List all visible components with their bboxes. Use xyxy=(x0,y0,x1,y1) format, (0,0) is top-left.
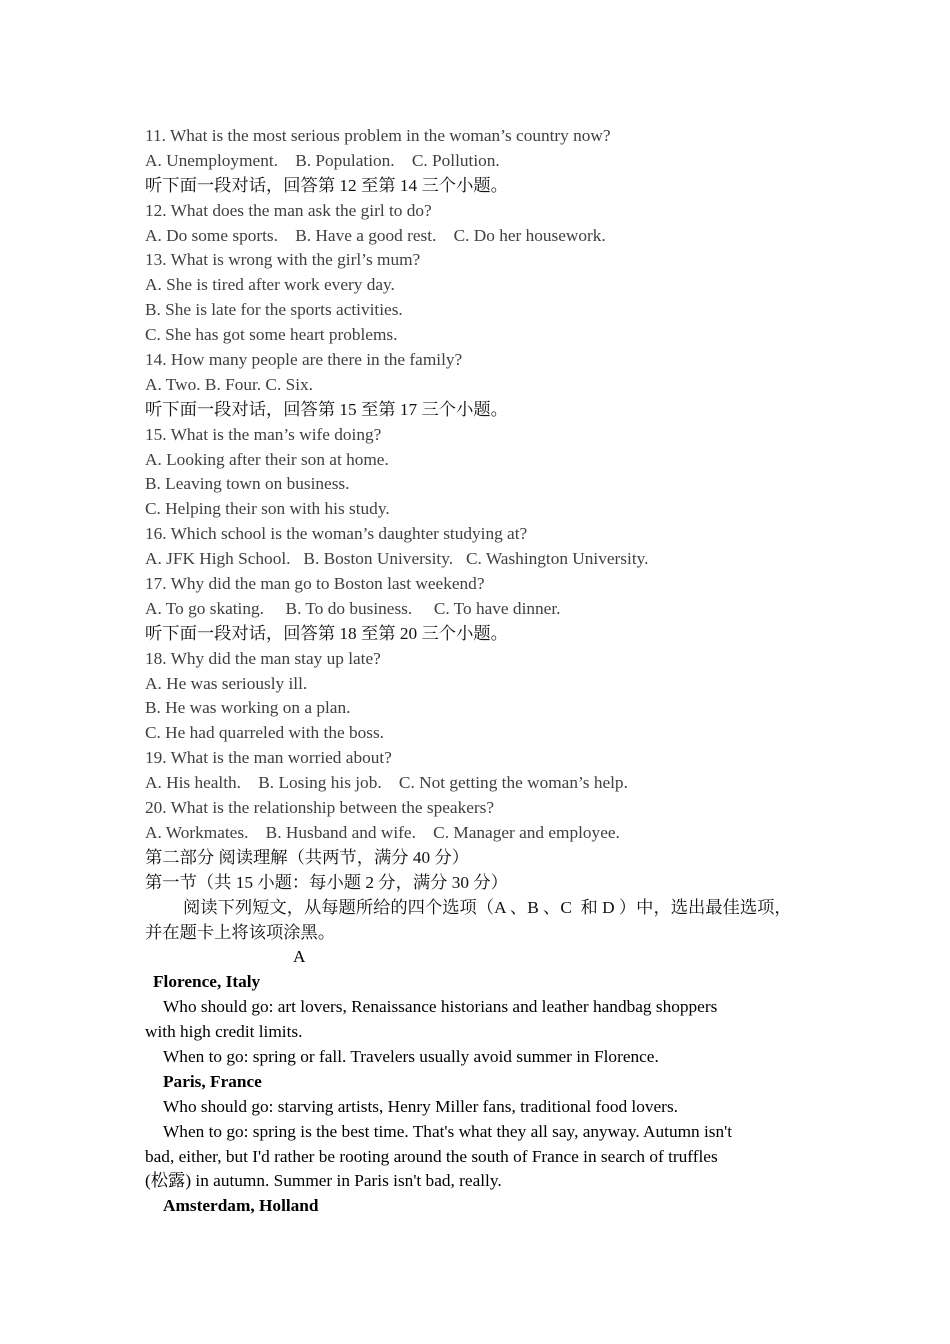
options-16: A. JFK High School. B. Boston University. C. Washington University. xyxy=(145,549,649,569)
florence-who-line1: Who should go: art lovers, Renaissance historians and leather handbag shoppers xyxy=(163,997,718,1017)
option-13-b: B. She is late for the sports activities. xyxy=(145,300,403,320)
paris-when-line1: When to go: spring is the best time. That's what they all say, anyway. Autumn isn't xyxy=(163,1121,733,1141)
page-content xyxy=(145,124,810,1219)
question-13: 13. What is wrong with the girl’s mum? xyxy=(145,250,421,270)
option-13-c: C. She has got some heart problems. xyxy=(145,325,398,345)
amsterdam-title: Amsterdam, Holland xyxy=(163,1196,319,1216)
options-14: A. Two. B. Four. C. Six. xyxy=(145,374,313,394)
question-20: 20. What is the relationship between the speakers? xyxy=(145,798,495,818)
paris-who: Who should go: starving artists, Henry Miller fans, traditional food lovers. xyxy=(163,1096,678,1116)
option-18-b: B. He was working on a plan. xyxy=(145,698,351,718)
paris-when-line3: (松露) in autumn. Summer in Paris isn't bad, really. xyxy=(145,1171,502,1191)
question-11: 11. What is the most serious problem in the woman’s country now? xyxy=(145,126,611,145)
reading-instruction-line2: 并在题卡上将该项涂黑。 xyxy=(145,922,336,942)
option-13-a: A. She is tired after work every day. xyxy=(145,275,395,295)
options-19: A. His health. B. Losing his job. C. Not getting the woman’s help. xyxy=(145,773,628,793)
section-instruction-12-14: 听下面一段对话，回答第 12 至第 14 三个小题。 xyxy=(145,175,508,195)
option-15-c: C. Helping their son with his study. xyxy=(145,499,390,519)
florence-title: Florence, Italy xyxy=(153,972,261,992)
option-18-c: C. He had quarreled with the boss. xyxy=(145,723,385,743)
option-15-a: A. Looking after their son at home. xyxy=(145,449,389,469)
paris-title: Paris, France xyxy=(163,1071,262,1091)
options-17: A. To go skating. B. To do business. C. To have dinner. xyxy=(145,598,561,618)
part-two-heading: 第二部分 阅读理解（共两节，满分 40 分） xyxy=(145,847,470,867)
options-11: A. Unemployment. B. Population. C. Pollution. xyxy=(145,150,500,170)
options-12: A. Do some sports. B. Have a good rest. C. Do her housework. xyxy=(145,225,606,245)
section-one-heading: 第一节（共 15 小题：每小题 2 分，满分 30 分） xyxy=(145,872,508,892)
question-15: 15. What is the man’s wife doing? xyxy=(145,424,382,444)
options-20: A. Workmates. B. Husband and wife. C. Manager and employee. xyxy=(145,822,620,842)
passage-label: A xyxy=(293,947,306,967)
reading-instruction-line1: 阅读下列短文，从每题所给的四个选项（A 、B 、C 和 D ）中，选出最佳选项， xyxy=(183,897,792,917)
question-16: 16. Which school is the woman’s daughter studying at? xyxy=(145,524,528,544)
section-instruction-18-20: 听下面一段对话，回答第 18 至第 20 三个小题。 xyxy=(145,623,508,643)
option-18-a: A. He was seriously ill. xyxy=(145,673,308,693)
question-17: 17. Why did the man go to Boston last weekend? xyxy=(145,574,485,594)
florence-when: When to go: spring or fall. Travelers usually avoid summer in Florence. xyxy=(163,1046,659,1066)
paris-when-line2: bad, either, but I'd rather be rooting around the south of France in search of truffles xyxy=(145,1146,718,1166)
question-12: 12. What does the man ask the girl to do? xyxy=(145,200,432,220)
section-instruction-15-17: 听下面一段对话，回答第 15 至第 17 三个小题。 xyxy=(145,399,508,419)
question-14: 14. How many people are there in the family? xyxy=(145,350,463,370)
option-15-b: B. Leaving town on business. xyxy=(145,474,350,494)
question-18: 18. Why did the man stay up late? xyxy=(145,648,381,668)
question-19: 19. What is the man worried about? xyxy=(145,748,392,768)
florence-who-line2: with high credit limits. xyxy=(145,1022,303,1042)
